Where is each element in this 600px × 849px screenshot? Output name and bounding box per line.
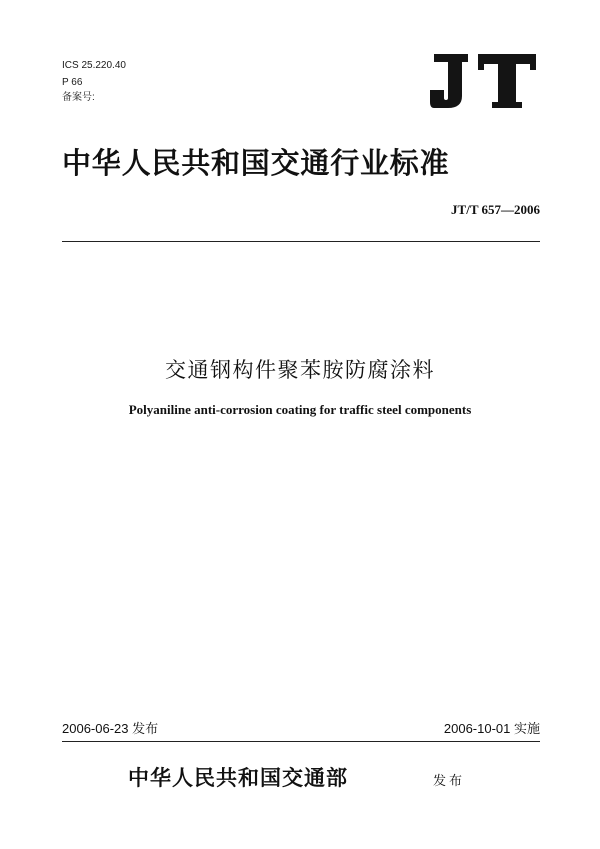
classification-code: P 66 <box>62 77 83 88</box>
bottom-divider <box>62 741 540 742</box>
document-title-chinese: 交通钢构件聚苯胺防腐涂料 <box>165 358 435 382</box>
ics-code: ICS 25.220.40 <box>62 60 126 71</box>
implementation-date: 2006-10-01 实施 <box>443 721 540 736</box>
record-number-label: 备案号: <box>62 92 95 103</box>
publisher-name: 中华人民共和国交通部 <box>128 766 348 790</box>
publisher-action: 发布 <box>433 774 466 789</box>
top-divider <box>62 241 540 242</box>
standard-number: JT/T 657—2006 <box>451 202 540 217</box>
issue-date: 2006-06-23 发布 <box>62 721 159 736</box>
jt-logo <box>428 50 538 112</box>
industry-standard-title: 中华人民共和国交通行业标准 <box>62 146 450 180</box>
document-title-english: Polyaniline anti-corrosion coating for traffic steel components <box>128 402 472 417</box>
